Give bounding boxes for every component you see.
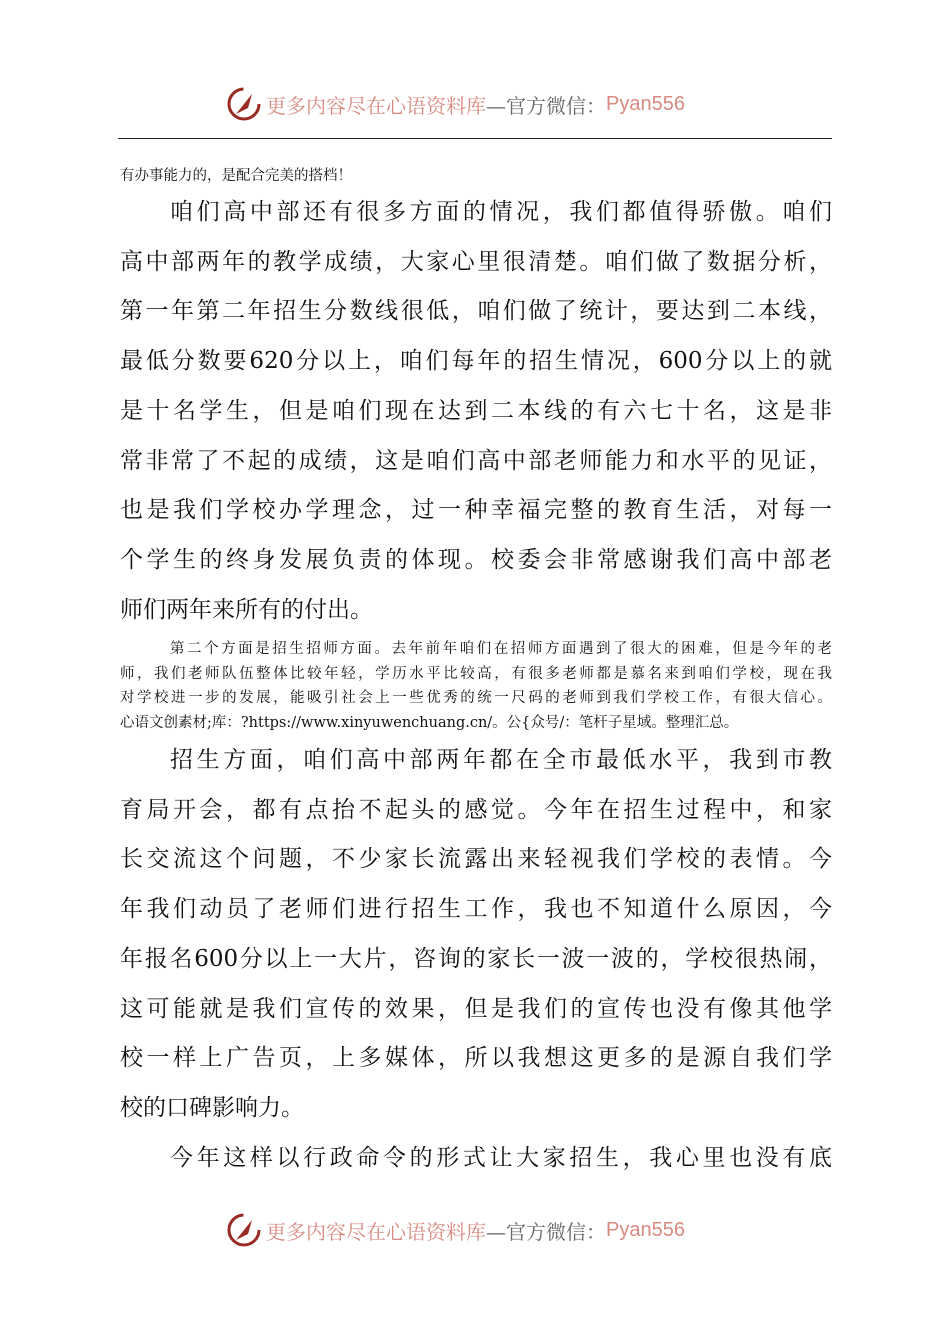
text-line: 个学生的终身发展负责的体现。校委会非常感谢我们高中部老 bbox=[120, 546, 832, 573]
quill-logo-icon bbox=[226, 86, 262, 122]
text-line: 也是我们学校办学理念，过一种幸福完整的教育生活，对每一 bbox=[120, 497, 832, 524]
text-line: 最低分数要620分以上，咱们每年的招生情况，600分以上的就 bbox=[120, 348, 832, 375]
text-line: 是十名学生，但是咱们现在达到二本线的有六七十名，这是非 bbox=[120, 397, 832, 424]
text-line: 有办事能力的，是配合完美的搭档！ bbox=[120, 168, 352, 184]
text-line: 第二个方面是招生招师方面。去年前年咱们在招师方面遇到了很大的困难，但是今年的老 bbox=[170, 641, 832, 657]
text-line: 育局开会，都有点抬不起头的感觉。今年在招生过程中，和家 bbox=[120, 796, 832, 823]
header-dash: —官方微信： bbox=[486, 93, 606, 118]
page-footer-banner bbox=[226, 1210, 726, 1250]
text-line: 第一年第二年招生分数线很低，咱们做了统计，要达到二本线， bbox=[120, 298, 832, 325]
paragraph-0 bbox=[120, 164, 832, 189]
page-header-banner bbox=[226, 84, 726, 124]
footer-brand: 更多内容尽在心语资料库 bbox=[266, 1219, 486, 1244]
text-line: 常非常了不起的成绩，这是咱们高中部老师能力和水平的见证， bbox=[120, 447, 832, 474]
text-line: 年报名600分以上一大片，咨询的家长一波一波的，学校很热闹， bbox=[120, 945, 832, 972]
header-rule bbox=[118, 138, 832, 139]
paragraph-4 bbox=[120, 1134, 832, 1184]
text-line: 对学校进一步的发展，能吸引社会上一些优秀的统一尺码的老师到我们学校工作，有很大信心。 bbox=[120, 690, 832, 706]
text-line: 高中部两年的教学成绩，大家心里很清楚。咱们做了数据分析， bbox=[120, 248, 832, 275]
text-line: 长交流这个问题，不少家长流露出来轻视我们学校的表情。今 bbox=[120, 846, 832, 873]
quill-logo-icon bbox=[226, 1212, 262, 1248]
text-line: 年我们动员了老师们进行招生工作，我也不知道什么原因，今 bbox=[120, 896, 832, 923]
text-line: 今年这样以行政命令的形式让大家招生，我心里也没有底 bbox=[170, 1145, 832, 1171]
text-line: 这可能就是我们宣传的效果，但是我们的宣传也没有像其他学 bbox=[120, 995, 832, 1022]
text-line: 师们两年来所有的付出。 bbox=[120, 596, 373, 623]
text-line: 校一样上广告页，上多媒体，所以我想这更多的是源自我们学 bbox=[120, 1045, 832, 1072]
text-line: 咱们高中部还有很多方面的情况，我们都值得骄傲。咱们 bbox=[170, 199, 832, 225]
paragraph-3 bbox=[120, 736, 832, 1134]
footer-wechat: Pyan556 bbox=[606, 1218, 685, 1241]
text-line: 校的口碑影响力。 bbox=[120, 1094, 304, 1121]
paragraph-1 bbox=[120, 188, 832, 635]
header-brand: 更多内容尽在心语资料库 bbox=[266, 93, 486, 118]
header-wechat: Pyan556 bbox=[606, 92, 685, 115]
footer-dash: —官方微信： bbox=[486, 1219, 606, 1244]
text-line: 心语文创素材;库：?https://www.xinyuwenchuang.cn/。公{众号/：笔杆子星域。整理汇总。 bbox=[120, 714, 739, 731]
text-line: 招生方面，咱们高中部两年都在全市最低水平，我到市教 bbox=[170, 747, 832, 773]
paragraph-2 bbox=[120, 637, 832, 735]
text-line: 师，我们老师队伍整体比较年轻，学历水平比较高，有很多老师都是慕名来到咱们学校，现在我 bbox=[120, 665, 832, 682]
